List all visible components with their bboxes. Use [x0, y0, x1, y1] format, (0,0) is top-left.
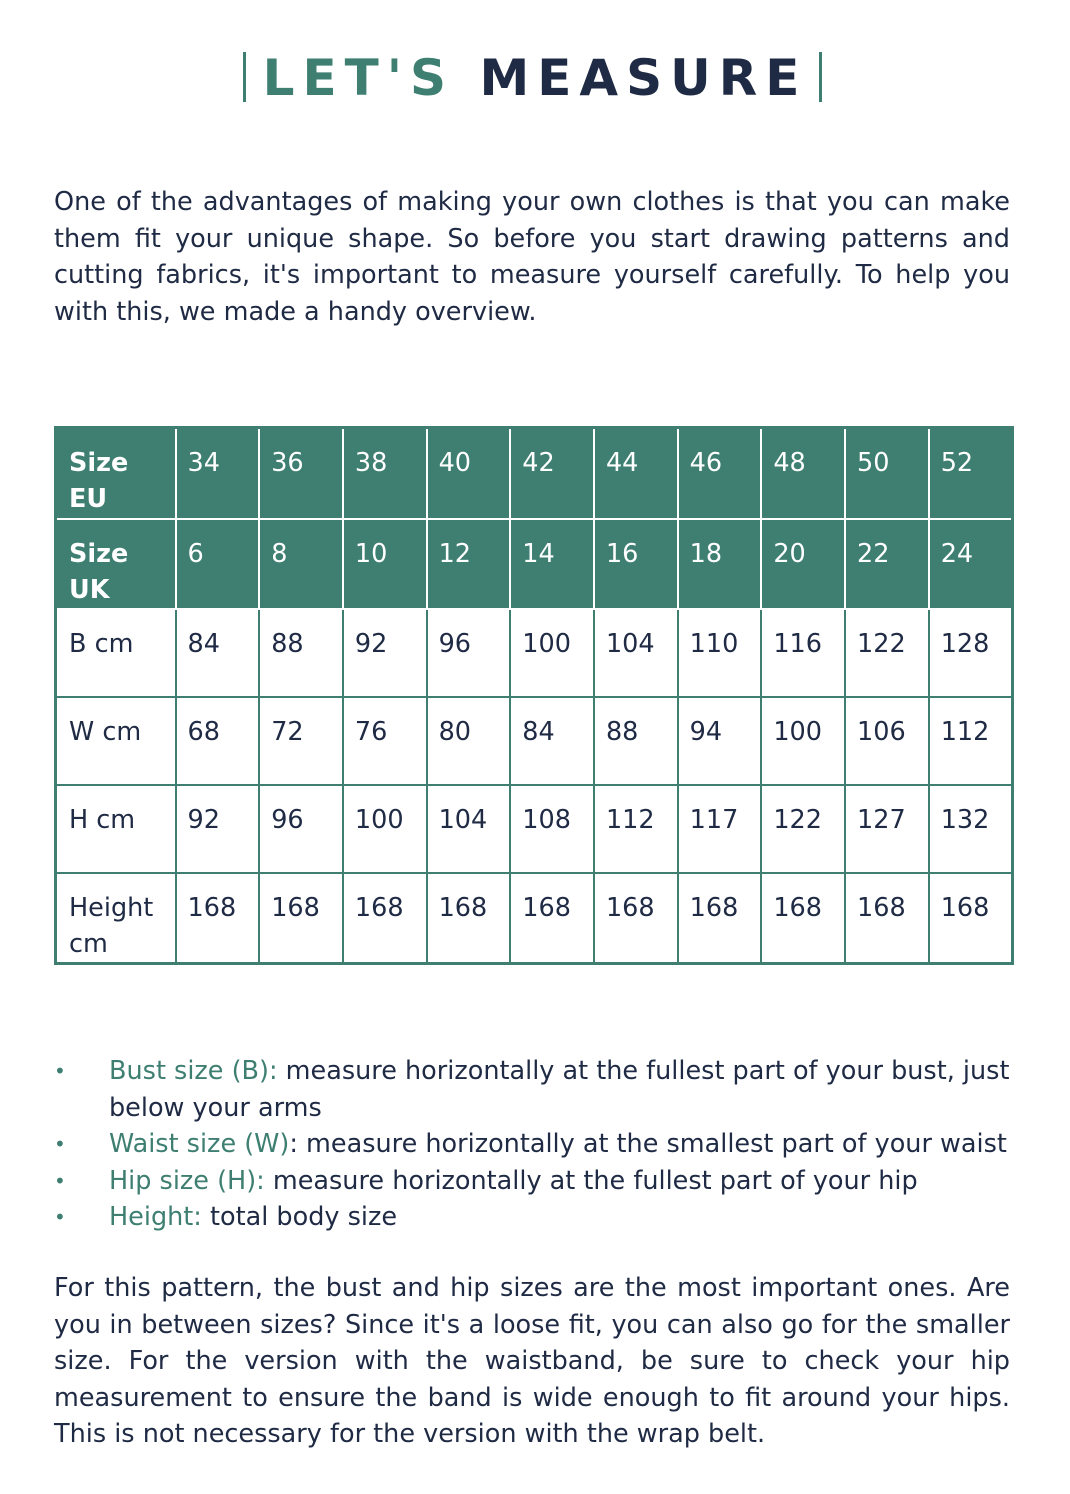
table-cell: 100 — [343, 785, 427, 873]
table-cell: 44 — [594, 428, 678, 519]
page-header — [0, 48, 1070, 108]
title-part-1: LET'S — [262, 49, 455, 107]
bullet-icon: • — [54, 1205, 66, 1229]
list-item — [54, 1126, 1014, 1163]
table-cell: 84 — [510, 697, 594, 785]
definition-term: Hip size (H): — [109, 1165, 265, 1196]
table-cell: 128 — [929, 609, 1013, 697]
row-label: H cm — [56, 785, 176, 873]
table-cell: 84 — [176, 609, 260, 697]
table-cell: 50 — [845, 428, 929, 519]
table-cell: 100 — [761, 697, 845, 785]
table-cell: 112 — [929, 697, 1013, 785]
table-cell: 80 — [427, 697, 511, 785]
table-cell: 92 — [176, 785, 260, 873]
table-cell: 116 — [761, 609, 845, 697]
table-cell: 168 — [176, 873, 260, 964]
table-cell: 76 — [343, 697, 427, 785]
table-cell: 18 — [678, 519, 762, 609]
measurement-definitions — [54, 1053, 1014, 1236]
table-cell: 20 — [761, 519, 845, 609]
definition-term: Bust size (B): — [109, 1056, 278, 1086]
table-cell: 168 — [259, 873, 343, 964]
table-cell: 168 — [678, 873, 762, 964]
table-cell: 110 — [678, 609, 762, 697]
table-cell: 168 — [343, 873, 427, 964]
table-cell: 104 — [594, 609, 678, 697]
definition-text: measure horizontally at the fullest part of your bust, just below your arms — [109, 1056, 1010, 1123]
row-label: Size UK — [56, 519, 176, 609]
table-cell: 104 — [427, 785, 511, 873]
bullet-icon: • — [54, 1059, 66, 1083]
table-cell: 46 — [678, 428, 762, 519]
list-item — [54, 1199, 1014, 1236]
bullet-icon: • — [54, 1132, 66, 1156]
table-cell: 96 — [259, 785, 343, 873]
title-divider-right — [819, 52, 822, 102]
row-label: Height cm — [56, 873, 176, 964]
title-part-2: MEASURE — [479, 49, 808, 107]
table-cell: 122 — [761, 785, 845, 873]
list-item — [54, 1053, 1014, 1126]
table-cell: 108 — [510, 785, 594, 873]
table-cell: 168 — [510, 873, 594, 964]
table-cell: 96 — [427, 609, 511, 697]
table-cell: 117 — [678, 785, 762, 873]
table-cell: 8 — [259, 519, 343, 609]
table-row — [56, 428, 1013, 519]
table-row — [56, 519, 1013, 609]
table-cell: 16 — [594, 519, 678, 609]
definition-text: total body size — [201, 1202, 398, 1232]
table-cell: 168 — [427, 873, 511, 964]
table-cell: 12 — [427, 519, 511, 609]
table-cell: 42 — [510, 428, 594, 519]
table-cell: 168 — [845, 873, 929, 964]
table-cell: 132 — [929, 785, 1013, 873]
table-cell: 52 — [929, 428, 1013, 519]
page-title — [0, 48, 1070, 108]
definition-text: measure horizontally at the fullest part of your hip — [264, 1165, 918, 1196]
closing-paragraph: For this pattern, the bust and hip sizes are the most important ones. Are you in between sizes? Since it's a loose fit, you can also go for the smaller size. For the version with the waistband, be sure to check your hip measurement to ensure the band is wide enough to fit around your hips. This is not necessary for the version with the wrap belt. — [54, 1273, 1010, 1449]
bullet-icon: • — [54, 1168, 66, 1193]
table-cell: 34 — [176, 428, 260, 519]
table-cell: 106 — [845, 697, 929, 785]
definition-term: Waist size (W) — [109, 1129, 290, 1159]
table-cell: 168 — [761, 873, 845, 964]
table-cell: 72 — [259, 697, 343, 785]
table-cell: 6 — [176, 519, 260, 609]
size-chart-table — [54, 426, 1014, 965]
table-cell: 100 — [510, 609, 594, 697]
table-row — [56, 609, 1013, 697]
table-cell: 14 — [510, 519, 594, 609]
table-row — [56, 785, 1013, 873]
table-cell: 168 — [929, 873, 1013, 964]
row-label: Size EU — [56, 428, 176, 519]
table-cell: 36 — [259, 428, 343, 519]
table-cell: 88 — [259, 609, 343, 697]
table-cell: 24 — [929, 519, 1013, 609]
table-cell: 68 — [176, 697, 260, 785]
row-label: W cm — [56, 697, 176, 785]
table-cell: 92 — [343, 609, 427, 697]
table-cell: 22 — [845, 519, 929, 609]
table-cell: 112 — [594, 785, 678, 873]
table-cell: 38 — [343, 428, 427, 519]
table-row — [56, 697, 1013, 785]
table-cell: 168 — [594, 873, 678, 964]
definition-text: : measure horizontally at the smallest part of your waist — [289, 1129, 1007, 1159]
table-cell: 88 — [594, 697, 678, 785]
table-cell: 94 — [678, 697, 762, 785]
list-item — [54, 1163, 1014, 1200]
table-cell: 127 — [845, 785, 929, 873]
table-cell: 122 — [845, 609, 929, 697]
table-row — [56, 873, 1013, 964]
table-cell: 10 — [343, 519, 427, 609]
intro-paragraph: One of the advantages of making your own clothes is that you can make them fit your unique shape. So before you start drawing patterns and cutting fabrics, it's important to measure yourself carefully. To help you with this, we made a handy overview. — [54, 187, 1010, 327]
row-label: B cm — [56, 609, 176, 697]
definition-term: Height: — [109, 1202, 202, 1232]
table-cell: 48 — [761, 428, 845, 519]
table-cell: 40 — [427, 428, 511, 519]
